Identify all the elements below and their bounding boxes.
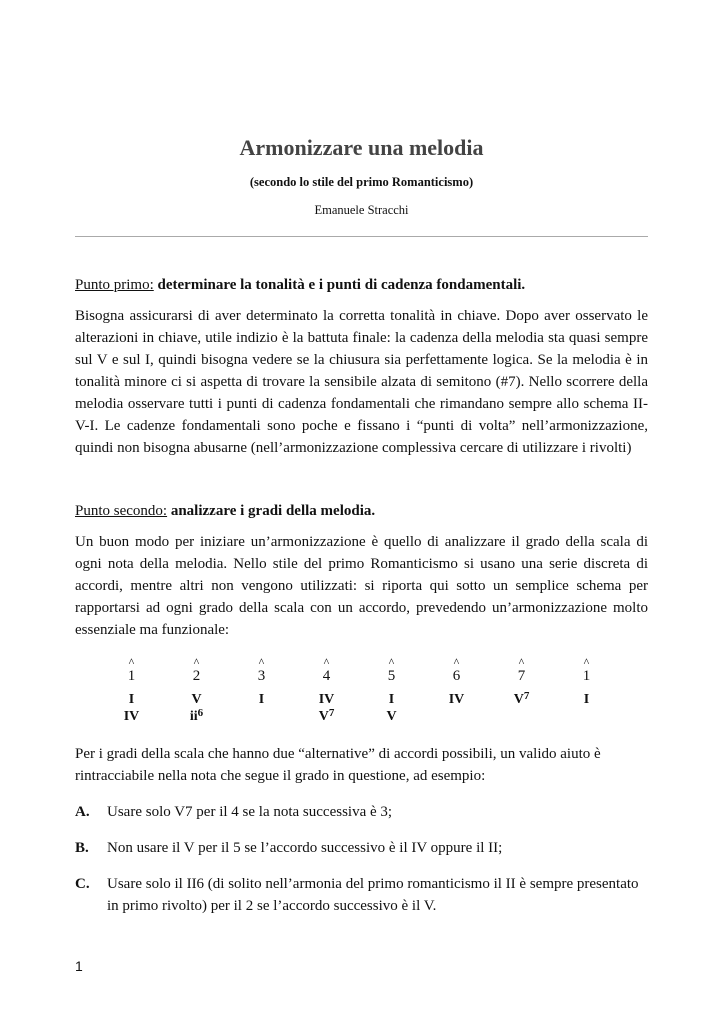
- scale-degree-column: [164, 657, 229, 725]
- degree-number: 6: [452, 668, 461, 684]
- scale-degree-column: [99, 657, 164, 725]
- degree-number: 7: [517, 668, 526, 684]
- section1-heading: [75, 275, 648, 295]
- chord-numeral: I: [128, 692, 135, 707]
- page-number: 1: [75, 958, 83, 974]
- caret-hat-icon: ^: [388, 655, 395, 669]
- degree-number: 3: [257, 668, 266, 684]
- chord-figure: 7: [328, 707, 335, 719]
- chord-numeral: I: [258, 692, 265, 707]
- caret-hat-icon: ^: [128, 655, 135, 669]
- chord-symbol: [554, 691, 619, 708]
- degree-number: 1: [127, 668, 136, 684]
- after-paragraph: Per i gradi della scala che hanno due “alternative” di accordi possibili, un valido aiuto è rintracciabile nella nota che segue il grado in questione, ad esempio:: [75, 746, 601, 784]
- caret-hat-icon: ^: [518, 655, 525, 669]
- caret-hat-icon: ^: [193, 655, 200, 669]
- chord-numeral: IV: [448, 692, 465, 707]
- chord-numeral: ii: [189, 709, 198, 724]
- chord-symbol: [294, 708, 359, 725]
- scale-degree-column: [294, 657, 359, 725]
- section1-label: Punto primo:: [75, 277, 154, 293]
- chord-symbol: [359, 691, 424, 708]
- item-label: B.: [75, 840, 89, 856]
- section2-label: Punto secondo:: [75, 503, 168, 519]
- chord-symbol: [489, 691, 554, 708]
- chord-symbol: [359, 708, 424, 725]
- scale-degree-column: [229, 657, 294, 725]
- degree-number: 1: [582, 668, 591, 684]
- scale-degree-chart: [99, 657, 648, 725]
- item-label: A.: [75, 804, 90, 820]
- chord-symbol: [229, 691, 294, 708]
- divider: [75, 236, 648, 237]
- section1-paragraph: Bisogna assicurarsi di aver determinato la corretta tonalità in chiave. Dopo aver osservato le alterazioni in chiave, utile indizio è la battuta finale: la cadenza della melodia sta quasi sempre sul V e sul I, quindi bisogna vedere se la chiusura sia perfettamente logica. Se la melodia è in tonalità minore ci si aspetta di trovare la sensibile alzata di semitono (#7). Nello scorrere della melodia osservare tutti i punti di cadenza fondamentali che rimandano sempre allo schema II-V-I. Le cadenze fondamentali sono poche e fissano i “punti di volta” nell’armonizzazione, quindi non bisogna abusarne (nell’armonizzazione complessiva cercare di utilizzare i rivolti): [75, 308, 648, 456]
- document-subtitle: (secondo lo stile del primo Romanticismo): [249, 175, 474, 189]
- caret-hat-icon: ^: [453, 655, 460, 669]
- degree-number: 4: [322, 668, 331, 684]
- chord-symbol: [164, 691, 229, 708]
- scale-degree-column: [359, 657, 424, 725]
- section2-title: analizzare i gradi della melodia.: [170, 503, 376, 519]
- scale-degree-column: [424, 657, 489, 725]
- list-item-c: [75, 873, 648, 917]
- item-text: Non usare il V per il 5 se l’accordo successivo è il IV oppure il II;: [107, 840, 503, 856]
- chord-symbol: [424, 691, 489, 708]
- chord-symbol: [99, 708, 164, 725]
- section2-heading: [75, 501, 648, 521]
- chord-numeral: IV: [318, 692, 335, 707]
- chord-numeral: IV: [123, 709, 140, 724]
- chord-symbol: [99, 691, 164, 708]
- chord-numeral: V: [386, 709, 397, 724]
- scale-degree-column: [489, 657, 554, 725]
- chord-numeral: I: [388, 692, 395, 707]
- item-text: Usare solo V7 per il 4 se la nota successiva è 3;: [107, 804, 393, 820]
- caret-hat-icon: ^: [583, 655, 590, 669]
- author: Emanuele Stracchi: [314, 203, 409, 217]
- caret-hat-icon: ^: [258, 655, 265, 669]
- scale-degree-column: [554, 657, 619, 725]
- section1-title: determinare la tonalità e i punti di cadenza fondamentali.: [157, 277, 526, 293]
- chord-figure: 6: [197, 707, 204, 719]
- list-item-b: [75, 837, 648, 859]
- chord-numeral: V: [191, 692, 202, 707]
- chord-figure: 7: [523, 690, 530, 702]
- chord-numeral: V: [318, 709, 329, 724]
- chord-numeral: V: [513, 692, 524, 707]
- chord-numeral: I: [583, 692, 590, 707]
- item-text: Usare solo il II6 (di solito nell’armonia del primo romanticismo il II è sempre presentato in primo rivolto) per il 2 se l’accordo successivo è il V.: [107, 876, 639, 914]
- document-title: Armonizzare una melodia: [239, 135, 484, 160]
- chord-symbol: [164, 708, 229, 725]
- caret-hat-icon: ^: [323, 655, 330, 669]
- degree-number: 5: [387, 668, 396, 684]
- list-item-a: [75, 801, 648, 823]
- section2-paragraph: Un buon modo per iniziare un’armonizzazione è quello di analizzare il grado della scala di ogni nota della melodia. Nello stile del primo Romanticismo si usano una serie discreta di accordi, mentre altri non vengono utilizzati: si riporta qui sotto un semplice schema per rapportarsi ad ogni grado della scala con un accordo, prevedendo un’armonizzazione molto essenziale ma funzionale:: [75, 534, 648, 638]
- degree-number: 2: [192, 668, 201, 684]
- item-label: C.: [75, 876, 90, 892]
- chord-symbol: [294, 691, 359, 708]
